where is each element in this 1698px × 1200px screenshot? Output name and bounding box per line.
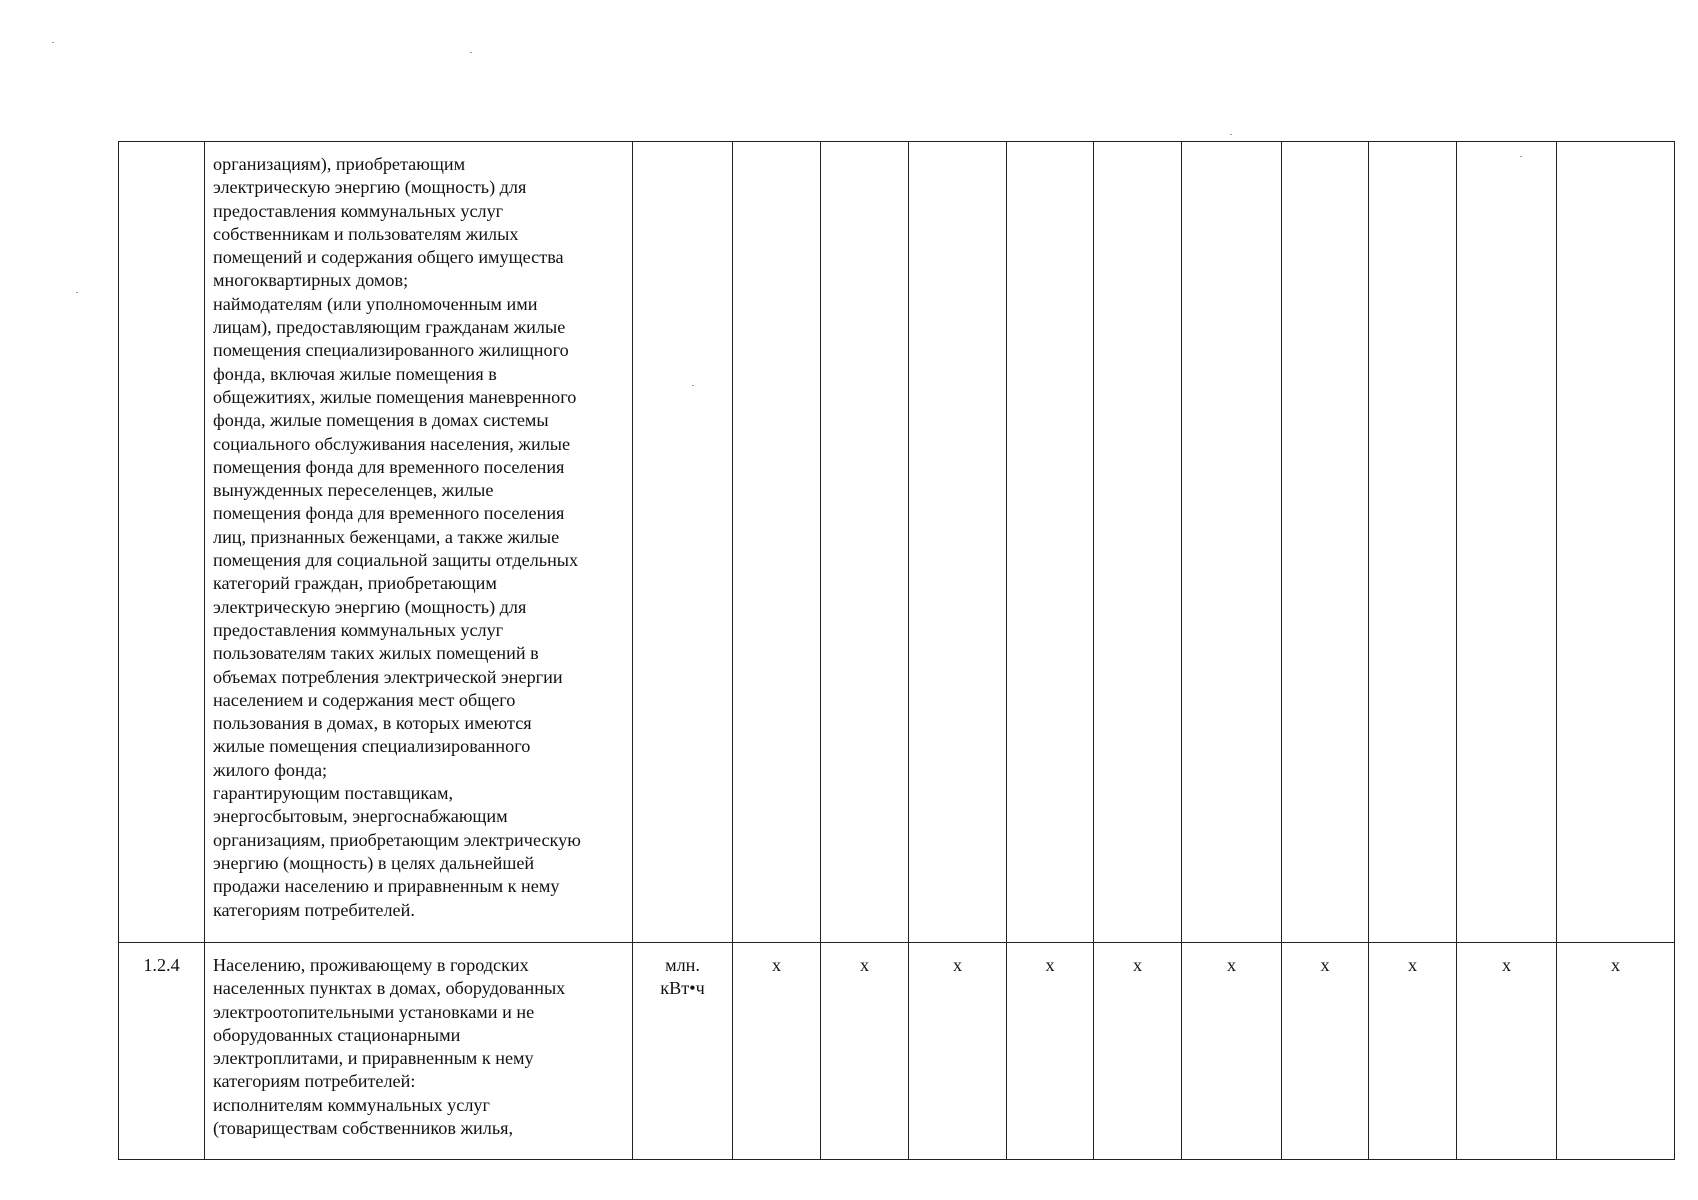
description-line: объемах потребления электрической энергии [213, 666, 563, 687]
description-line: продажи населению и приравненным к нему [213, 876, 560, 897]
unit-line: кВт•ч [660, 978, 705, 999]
description-line: электроотопительными установками и не [213, 1001, 535, 1022]
description-line: помещений и содержания общего имущества [213, 247, 564, 268]
table-row-1-2-4 [119, 943, 1675, 1160]
description-line: помещения специализированного жилищного [213, 340, 569, 361]
description-line: наймодателям (или уполномоченным ими [213, 293, 538, 314]
description-line: жилые помещения специализированного [213, 736, 531, 757]
description-line: энергосбытовым, энергоснабжающим [213, 806, 508, 827]
description-line: электроплитами, и приравненным к нему [213, 1048, 534, 1069]
value-cell-empty [1182, 142, 1282, 943]
value-cell-empty [1007, 142, 1094, 943]
description-line: предоставления коммунальных услуг [213, 200, 504, 221]
value-cell-empty [1369, 142, 1457, 943]
unit-cell [633, 943, 733, 1160]
value-cell: x [1369, 943, 1457, 1160]
value-cell: x [909, 943, 1007, 1160]
description-line: организациям), приобретающим [213, 154, 466, 174]
value-cell-empty [1557, 142, 1675, 943]
description-cell-continuation [205, 142, 633, 943]
description-line: лиц, признанных беженцами, а также жилые [213, 526, 560, 547]
description-line: фонда, включая жилые помещения в [213, 363, 497, 384]
value-cell-empty [1094, 142, 1182, 943]
value-cell: x [733, 943, 821, 1160]
number-cell-empty [119, 142, 205, 943]
value-cell: x [1557, 943, 1675, 1160]
scan-speck [692, 385, 694, 386]
unit-cell-empty [633, 142, 733, 943]
description-line: общежитиях, жилые помещения маневренного [213, 386, 577, 407]
description-line: категориям потребителей: [213, 1071, 416, 1092]
value-cell-empty [733, 142, 821, 943]
description-line: населением и содержания мест общего [213, 689, 516, 710]
description-line: вынужденных переселенцев, жилые [213, 480, 494, 501]
description-line: оборудованных стационарными [213, 1024, 461, 1045]
description-line: категорий граждан, приобретающим [213, 573, 497, 594]
row-number: 1.2.4 [119, 943, 205, 1160]
value-cell: x [1282, 943, 1369, 1160]
description-line: Населению, проживающему в городских [213, 955, 529, 975]
scan-speck [52, 42, 54, 43]
value-cell: x [821, 943, 909, 1160]
value-cell: x [1094, 943, 1182, 1160]
value-cell: x [1457, 943, 1557, 1160]
description-line: помещения фонда для временного поселения [213, 456, 565, 477]
value-cell-empty [909, 142, 1007, 943]
value-cell-empty [821, 142, 909, 943]
value-cell-empty [1282, 142, 1369, 943]
description-line: организациям, приобретающим электрическую [213, 829, 581, 850]
scan-speck [470, 52, 472, 53]
description-line: гарантирующим поставщикам, [213, 783, 454, 804]
description-line: электрическую энергию (мощность) для [213, 596, 527, 617]
tariff-table [118, 141, 1675, 1160]
scan-speck [1520, 156, 1522, 157]
description-line: лицам), предоставляющим гражданам жилые [213, 317, 566, 338]
description-line: пользования в домах, в которых имеются [213, 713, 532, 734]
description-line: помещения для социальной защиты отдельных [213, 550, 579, 571]
value-cell: x [1007, 943, 1094, 1160]
description-cell-1-2-4 [205, 943, 633, 1160]
description-line: категориям потребителей. [213, 899, 415, 920]
scan-speck [76, 292, 78, 293]
description-line: собственникам и пользователям жилых [213, 223, 519, 244]
description-line: социального обслуживания населения, жилые [213, 433, 571, 454]
description-line: предоставления коммунальных услуг [213, 619, 504, 640]
value-cell-empty [1457, 142, 1557, 943]
unit-line: млн. [665, 955, 700, 975]
description-line: населенных пунктах в домах, оборудованных [213, 978, 566, 999]
description-line: электрическую энергию (мощность) для [213, 177, 527, 198]
description-line: (товариществам собственников жилья, [213, 1118, 514, 1139]
description-line: исполнителям коммунальных услуг [213, 1094, 490, 1115]
description-line: многоквартирных домов; [213, 270, 409, 291]
description-line: пользователям таких жилых помещений в [213, 643, 539, 664]
scan-speck [1230, 134, 1232, 135]
description-line: помещения фонда для временного поселения [213, 503, 565, 524]
description-line: жилого фонда; [213, 759, 328, 780]
description-line: энергию (мощность) в целях дальнейшей [213, 852, 535, 873]
table-row-continuation [119, 142, 1675, 943]
description-line: фонда, жилые помещения в домах системы [213, 410, 549, 431]
value-cell: x [1182, 943, 1282, 1160]
